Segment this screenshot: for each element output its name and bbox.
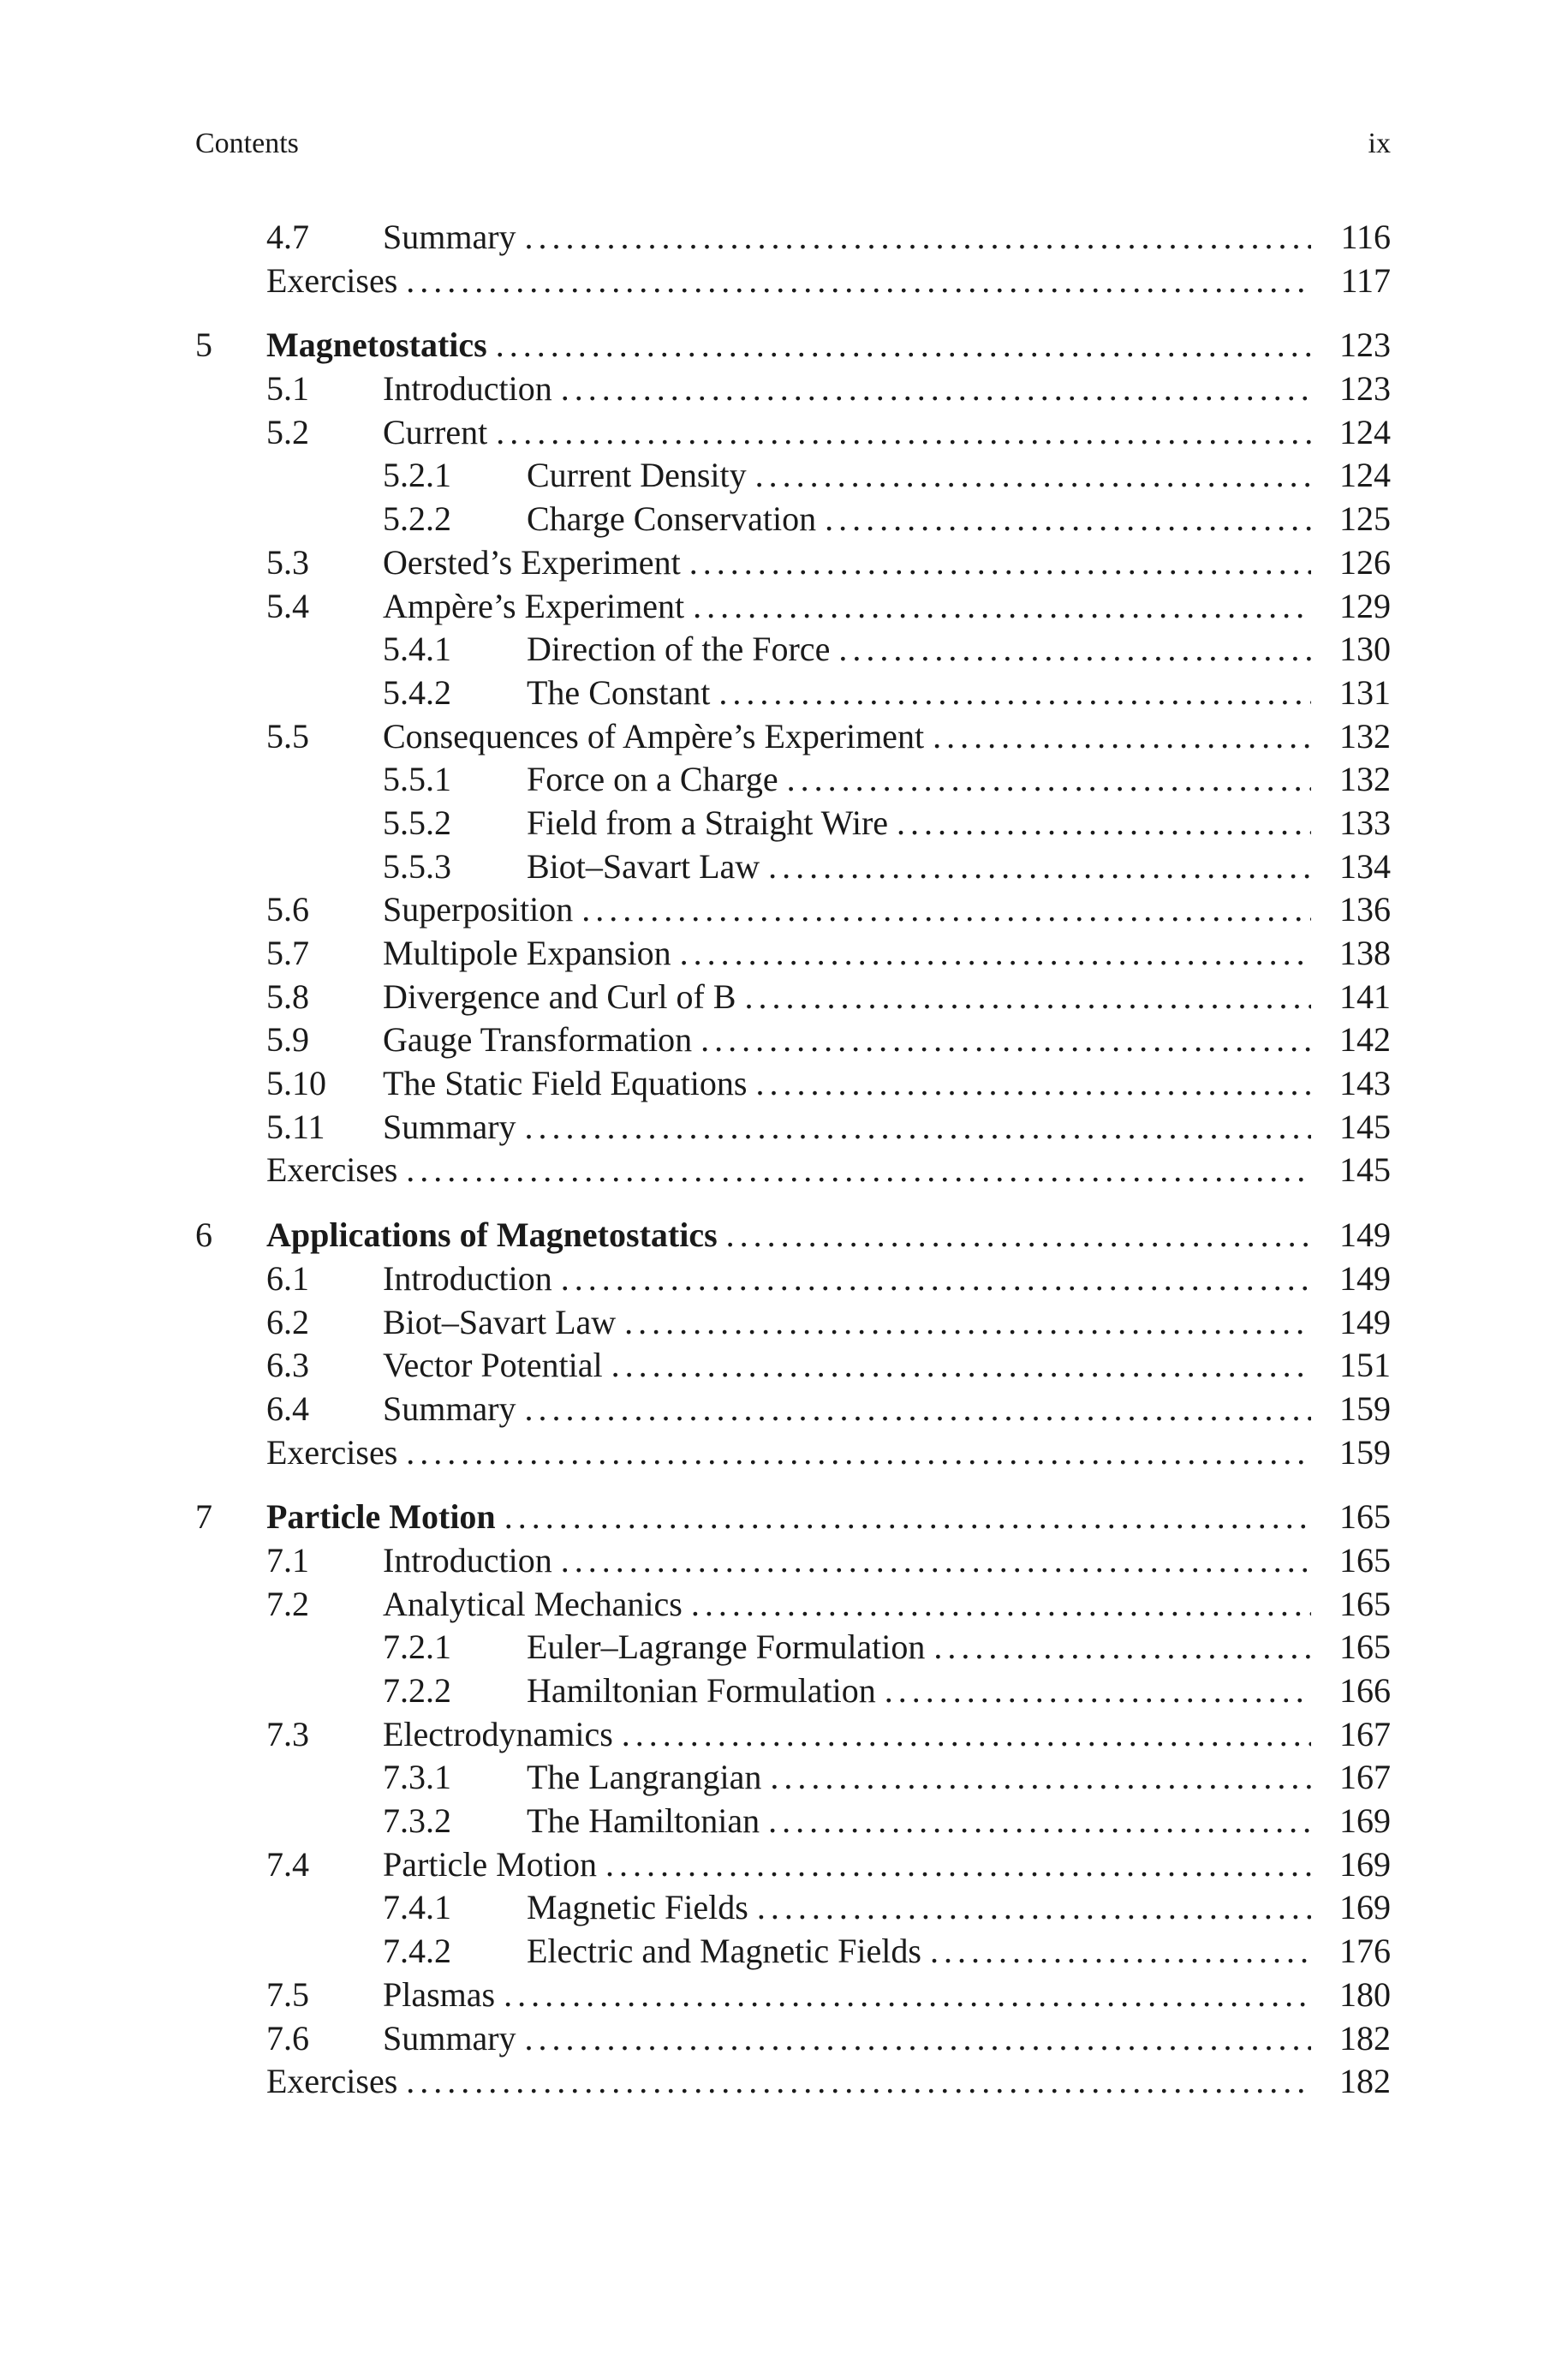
toc-entry[interactable] [195,1756,1391,1800]
toc-entry-title: Summary [383,1107,516,1146]
toc-entry[interactable] [195,1301,1391,1345]
toc-entry-title: Hamiltonian Formulation [527,1671,876,1710]
toc-entry-leader [383,1713,1391,1757]
toc-entry-title: The Hamiltonian [527,1801,760,1841]
toc-entry-leader [383,1388,1391,1431]
toc-entry[interactable] [195,585,1391,629]
toc-entry-number: 7.3.1 [383,1758,451,1797]
toc-entry-number: 5.4.2 [383,672,451,712]
toc-entry-leader [383,888,1391,932]
toc-entry-page-number: 180 [1339,1974,1391,2014]
toc-entry-leader [383,411,1391,455]
toc-entry-number: 5.7 [266,934,309,972]
dot-leader [726,1214,1311,1257]
dot-leader [897,802,1311,845]
toc-entry-leader [527,802,1391,845]
toc-entry[interactable] [195,1388,1391,1431]
toc-entry-title: The Langrangian [527,1758,762,1797]
toc-entry-page-number: 149 [1339,1215,1391,1255]
toc-entry[interactable] [195,541,1391,585]
toc-entry-page-number: 165 [1339,1540,1391,1580]
toc-entry[interactable] [195,411,1391,455]
toc-entry-page-number: 145 [1339,1150,1391,1190]
toc-entry-leader [383,1974,1391,2017]
toc-entry-title: Consequences of Ampère’s Experiment [383,716,925,756]
dot-leader [768,1800,1311,1843]
toc-entry-leader [383,1018,1391,1062]
toc-entry-page-number: 167 [1339,1758,1391,1797]
toc-entry-page-number: 176 [1339,1932,1391,1971]
toc-entry[interactable] [195,454,1391,498]
toc-entry[interactable] [195,1257,1391,1301]
toc-entry-number: 6.1 [266,1258,309,1298]
dot-leader [756,1062,1312,1106]
toc-entry[interactable] [195,932,1391,976]
toc-entry-leader [383,367,1391,411]
running-head [195,122,1391,165]
dot-leader [406,260,1311,303]
toc-entry[interactable] [195,1344,1391,1388]
toc-entry-page-number: 149 [1339,1302,1391,1341]
toc-entry-leader [383,715,1391,759]
toc-entry-number: 5.6 [266,890,309,929]
toc-entry[interactable] [195,216,1391,260]
toc-entry-leader [383,1301,1391,1345]
toc-entry[interactable] [195,2017,1391,2061]
dot-leader [561,367,1311,411]
toc-entry-page-number: 159 [1339,1389,1391,1428]
dot-leader [406,1149,1311,1192]
toc-entry-number: 5.5.1 [383,760,451,799]
toc-entry-leader [383,541,1391,585]
toc-entry-page-number: 169 [1339,1888,1391,1927]
dot-leader [787,758,1311,802]
toc-entry-page-number: 165 [1339,1627,1391,1667]
toc-entry-leader [383,585,1391,629]
toc-entry-page-number: 130 [1339,630,1391,669]
dot-leader [718,672,1311,715]
toc-entry-number: 5.2.2 [383,499,451,539]
toc-entry-leader [527,1800,1391,1843]
toc-entry-title: Summary [383,1389,516,1428]
toc-entry[interactable] [195,498,1391,541]
toc-entry-title: Exercises [266,1150,398,1190]
toc-entry-leader [266,1149,1391,1192]
dot-leader [622,1713,1311,1757]
dot-leader [611,1344,1311,1388]
toc-entry-number: 7.4 [266,1844,309,1884]
dot-leader [496,324,1311,367]
toc-entry-page-number: 132 [1339,716,1391,756]
toc-entry[interactable] [195,628,1391,672]
toc-entry-page-number: 143 [1339,1064,1391,1103]
toc-chapter-entry[interactable] [195,1496,1391,1539]
toc-entry-title: Current [383,412,488,451]
toc-entry-page-number: 116 [1340,218,1391,256]
dot-leader [744,976,1311,1019]
toc-entry-leader [383,932,1391,976]
toc-entry-number: 5.8 [266,976,309,1016]
toc-entry-title: Plasmas [383,1974,496,2014]
toc-entry-page-number: 138 [1339,934,1391,972]
toc-entry-page-number: 182 [1339,2018,1391,2057]
toc-entry-title: Electrodynamics [383,1714,613,1753]
toc-entry-number: 5.2 [266,412,309,451]
toc-entry-number: 5.5.2 [383,803,451,842]
toc-entry-leader [266,2060,1391,2104]
toc-entry-number: 5.4.1 [383,630,451,669]
toc-entry-page-number: 167 [1339,1714,1391,1753]
toc-entry-leader [383,1062,1391,1106]
toc-entry-number: 6.3 [266,1346,309,1385]
toc-entry-page-number: 165 [1339,1584,1391,1623]
toc-entry-number: 7.3 [266,1714,309,1753]
dot-leader [605,1843,1311,1887]
dot-leader [504,1974,1311,2017]
toc-entry-number: 5.5 [266,716,309,756]
toc-entry-title: Summary [383,218,516,256]
toc-entry-number: 5.11 [266,1107,325,1146]
toc-entry[interactable] [195,715,1391,759]
toc-entry[interactable] [195,845,1391,889]
toc-entry-leader [383,1843,1391,1887]
toc-entry-leader [383,216,1391,260]
toc-entry-title: Particle Motion [266,1497,496,1537]
toc-entry-number: 7.5 [266,1974,309,2014]
toc-entry[interactable] [195,1539,1391,1583]
toc-entry-page-number: 165 [1339,1497,1391,1537]
toc-entry-leader [266,1496,1391,1539]
toc-entry-title: Multipole Expansion [383,934,671,972]
toc-entry-title: Biot–Savart Law [383,1302,617,1341]
toc-entry-number: 5.9 [266,1020,309,1060]
toc-entry-number: 5.2.1 [383,456,451,495]
toc-entry-title: Exercises [266,260,398,300]
toc-entry-title: Vector Potential [383,1346,603,1385]
toc-entry-page-number: 182 [1339,2062,1391,2101]
toc-entry-page-number: 136 [1339,890,1391,929]
toc-entry-page-number: 129 [1339,586,1391,625]
toc-entry-leader [527,1756,1391,1800]
toc-entry-leader [383,976,1391,1019]
toc-entry[interactable] [195,1843,1391,1887]
toc-entry-title: Introduction [383,369,552,409]
dot-leader [770,1756,1311,1800]
dot-leader [680,932,1311,976]
toc-entry[interactable] [195,1930,1391,1974]
toc-entry[interactable] [195,1713,1391,1757]
toc-entry-page-number: 124 [1339,456,1391,495]
toc-entry-title: The Static Field Equations [383,1064,748,1103]
toc-entry[interactable] [195,367,1391,411]
toc-chapter-entry[interactable] [195,1214,1391,1257]
toc-entry-page-number: 149 [1339,1258,1391,1298]
toc-entry-page-number: 123 [1339,369,1391,409]
toc-entry-title: Gauge Transformation [383,1020,693,1060]
running-head-section: Contents [195,128,299,159]
toc-entry-number: 7.3.2 [383,1801,451,1841]
dot-leader [406,1431,1311,1475]
toc-entry-page-number: 169 [1339,1844,1391,1884]
toc-entry-leader [266,1214,1391,1257]
dot-leader [933,1626,1311,1669]
toc-entry-title: Exercises [266,1432,398,1472]
toc-entry-leader [266,260,1391,303]
toc-entry[interactable] [195,1583,1391,1627]
toc-entry-page-number: 117 [1340,260,1391,300]
toc-entry-page-number: 151 [1339,1346,1391,1385]
toc-entry-leader [527,1930,1391,1974]
toc-entry-number: 6.2 [266,1302,309,1341]
toc-entry-page-number: 142 [1339,1020,1391,1060]
toc-entry[interactable] [195,1886,1391,1930]
toc-entry-page-number: 132 [1339,760,1391,799]
toc-entry-number: 5.5.3 [383,846,451,886]
toc-entry-page-number: 134 [1339,846,1391,886]
toc-entry[interactable] [195,1062,1391,1106]
toc-entry-number: 5.1 [266,369,309,409]
toc-entry-title: Introduction [383,1258,552,1298]
toc-entry-title: Summary [383,2018,516,2057]
toc-entry[interactable] [195,1626,1391,1669]
toc-entry[interactable] [195,672,1391,715]
toc-entry-title: Oersted’s Experiment [383,542,681,582]
toc-entry-title: Electric and Magnetic Fields [527,1932,921,1971]
toc-entry-leader [383,1257,1391,1301]
toc-entry-number: 6.4 [266,1389,309,1428]
toc-entry-title: Magnetostatics [266,325,487,365]
toc-entry-title: Force on a Charge [527,760,778,799]
table-of-contents [195,216,1391,2104]
toc-entry-page-number: 159 [1339,1432,1391,1472]
toc-entry-number: 4.7 [266,218,309,256]
toc-entry-leader [383,1583,1391,1627]
toc-entry[interactable] [195,888,1391,932]
toc-entry-title: Particle Motion [383,1844,597,1884]
toc-entry-leader [527,628,1391,672]
toc-exercises-entry[interactable] [195,1431,1391,1475]
dot-leader [701,1018,1311,1062]
toc-entry-number: 7.6 [266,2018,309,2057]
dot-leader [768,845,1311,889]
dot-leader [496,411,1311,455]
toc-entry-number: 7.2.2 [383,1671,451,1710]
toc-entry-title: Euler–Lagrange Formulation [527,1627,926,1667]
toc-exercises-entry[interactable] [195,260,1391,303]
toc-entry-title: Applications of Magnetostatics [266,1215,718,1255]
toc-entry-leader [383,1106,1391,1150]
toc-entry-page-number: 125 [1339,499,1391,539]
toc-entry-number: 7.2 [266,1584,309,1623]
toc-entry-title: Current Density [527,456,747,495]
toc-entry-title: Magnetic Fields [527,1888,748,1927]
toc-entry-title: Direction of the Force [527,630,831,669]
toc-entry-page-number: 166 [1339,1671,1391,1710]
toc-entry[interactable] [195,1669,1391,1713]
toc-entry[interactable] [195,1106,1391,1150]
toc-entry[interactable] [195,1800,1391,1843]
toc-entry-number: 7 [195,1497,212,1537]
toc-entry[interactable] [195,1974,1391,2017]
dot-leader [689,541,1311,585]
dot-leader [525,216,1311,260]
toc-entry-number: 6 [195,1215,212,1255]
toc-entry-title: The Constant [527,672,711,712]
dot-leader [581,888,1311,932]
toc-entry-number: 5.3 [266,542,309,582]
toc-entry-title: Charge Conservation [527,499,817,539]
toc-entry[interactable] [195,802,1391,845]
running-head-page-number: ix [1368,128,1391,159]
toc-entry-leader [527,1669,1391,1713]
toc-entry-leader [527,758,1391,802]
toc-entry-leader [527,1886,1391,1930]
toc-entry-page-number: 133 [1339,803,1391,842]
toc-entry-leader [527,498,1391,541]
toc-exercises-entry[interactable] [195,1149,1391,1192]
dot-leader [933,715,1311,759]
toc-entry-page-number: 131 [1339,672,1391,712]
toc-entry-page-number: 169 [1339,1801,1391,1841]
toc-entry-title: Divergence and Curl of B [383,976,736,1016]
toc-exercises-entry[interactable] [195,2060,1391,2104]
toc-entry[interactable] [195,758,1391,802]
toc-chapter-entry[interactable] [195,324,1391,367]
dot-leader [691,1583,1311,1627]
dot-leader [561,1257,1311,1301]
dot-leader [693,585,1311,629]
dot-leader [525,2017,1311,2061]
dot-leader [930,1930,1311,1974]
toc-entry-page-number: 124 [1339,412,1391,451]
toc-entry[interactable] [195,976,1391,1019]
toc-entry-leader [527,1626,1391,1669]
toc-entry-page-number: 123 [1339,325,1391,365]
toc-entry[interactable] [195,1018,1391,1062]
dot-leader [561,1539,1311,1583]
dot-leader [624,1301,1311,1345]
toc-entry-title: Biot–Savart Law [527,846,760,886]
toc-entry-leader [266,1431,1391,1475]
toc-entry-number: 7.4.1 [383,1888,451,1927]
toc-entry-number: 5.10 [266,1064,326,1103]
toc-entry-page-number: 126 [1339,542,1391,582]
dot-leader [406,2060,1311,2104]
toc-entry-title: Field from a Straight Wire [527,803,889,842]
toc-entry-title: Introduction [383,1540,552,1580]
toc-entry-number: 7.2.1 [383,1627,451,1667]
toc-entry-leader [527,672,1391,715]
toc-entry-title: Superposition [383,890,574,929]
toc-entry-page-number: 141 [1339,976,1391,1016]
toc-entry-title: Ampère’s Experiment [383,586,685,625]
dot-leader [885,1669,1311,1713]
toc-entry-leader [383,1539,1391,1583]
toc-entry-number: 5.4 [266,586,309,625]
dot-leader [504,1496,1311,1539]
toc-entry-number: 5 [195,325,212,365]
dot-leader [525,1388,1311,1431]
dot-leader [757,1886,1311,1930]
toc-entry-page-number: 145 [1339,1107,1391,1146]
dot-leader [825,498,1311,541]
toc-entry-leader [527,454,1391,498]
toc-entry-leader [383,1344,1391,1388]
toc-entry-leader [383,2017,1391,2061]
toc-entry-title: Analytical Mechanics [383,1584,683,1623]
dot-leader [755,454,1311,498]
dot-leader [525,1106,1311,1150]
toc-entry-number: 7.4.2 [383,1932,451,1971]
toc-entry-number: 7.1 [266,1540,309,1580]
dot-leader [838,628,1311,672]
toc-entry-leader [266,324,1391,367]
toc-entry-title: Exercises [266,2062,398,2101]
toc-entry-leader [527,845,1391,889]
